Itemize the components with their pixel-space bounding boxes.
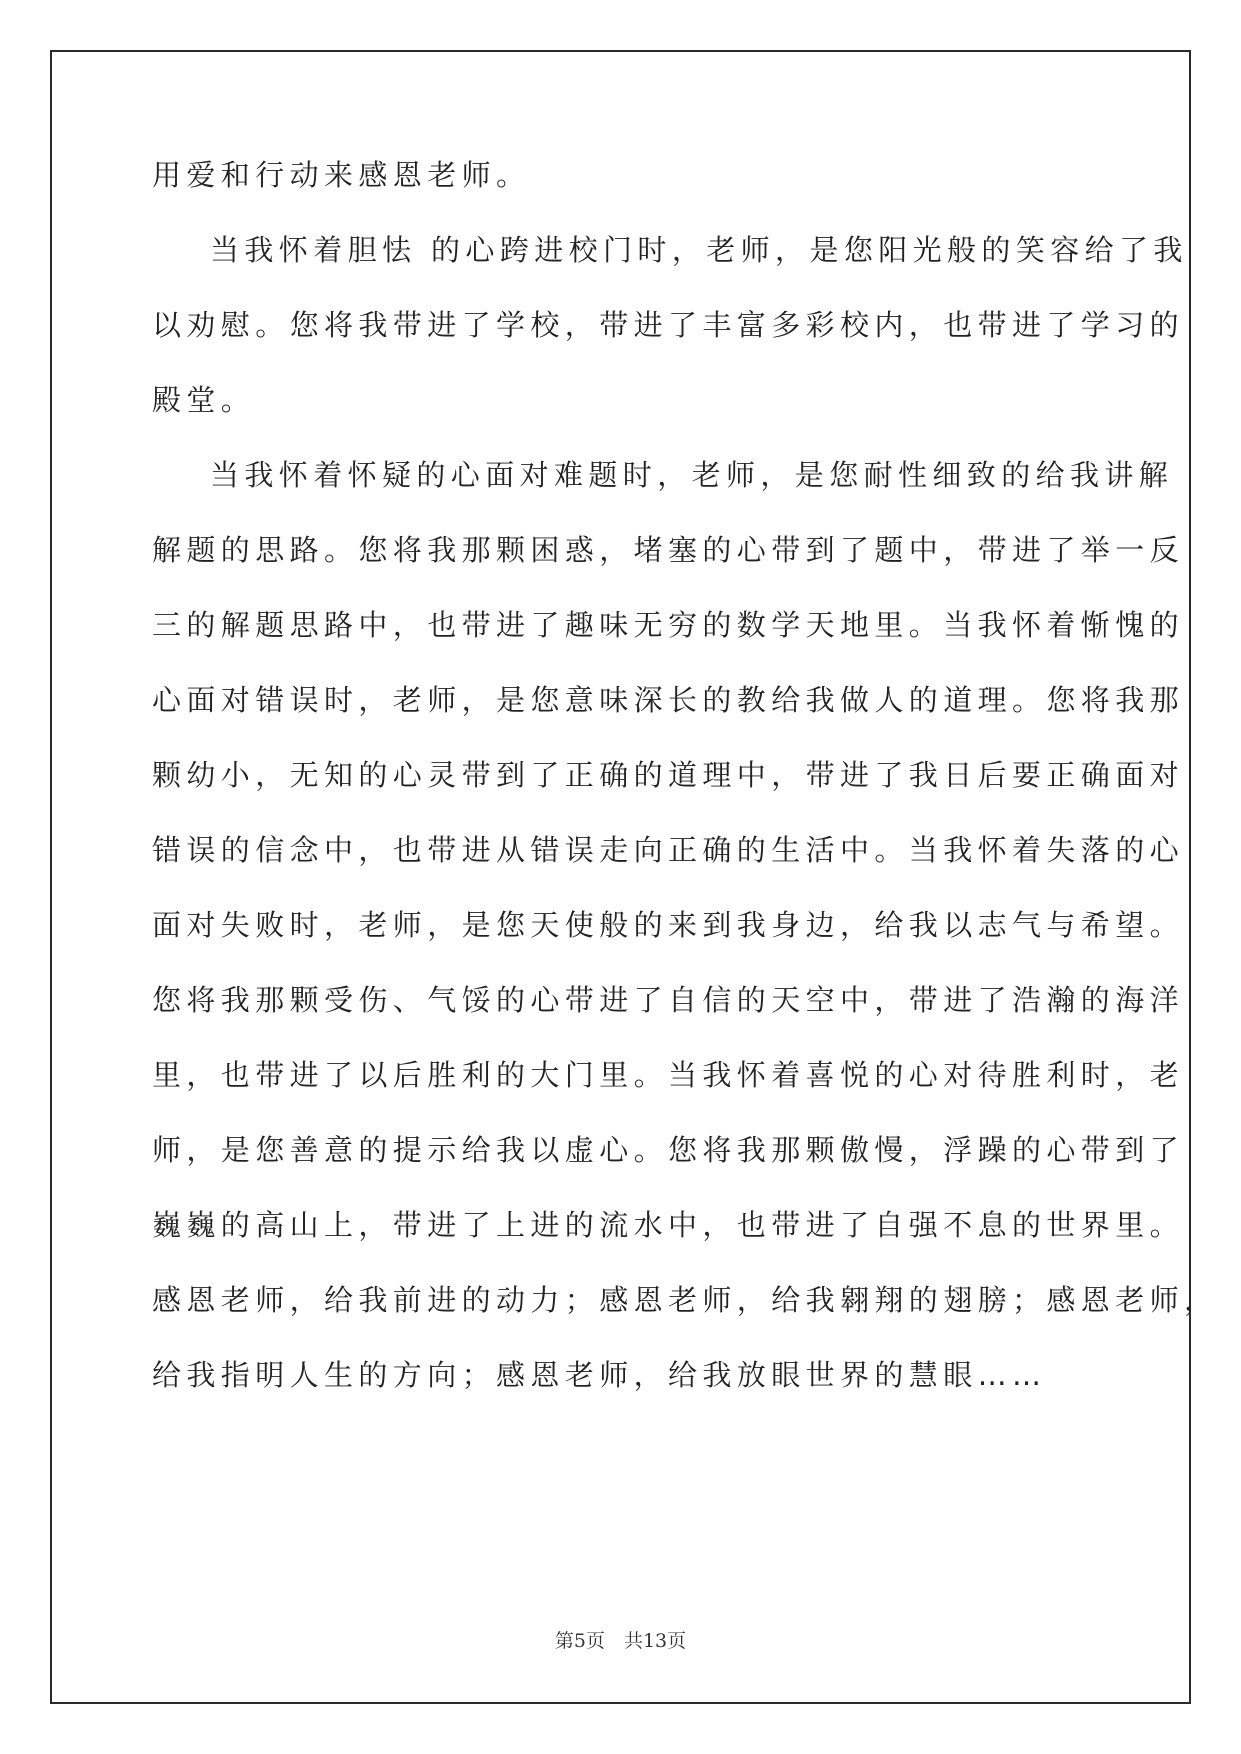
text-line: 以劝慰。您将我带进了学校，带进了丰富多彩校内，也带进了学习的 (152, 308, 1185, 342)
text-line: 用爱和行动来感恩老师。 (152, 158, 531, 192)
text-line: 感恩老师，给我前进的动力；感恩老师，给我翱翔的翅膀；感恩老师， (152, 1283, 1219, 1317)
text-line: 错误的信念中，也带进从错误走向正确的生活中。当我怀着失落的心 (152, 833, 1185, 867)
page-number: 第5页 共13页 (554, 1630, 687, 1652)
paragraph-start: 当我怀着胆怯 的心跨进校门时，老师，是您阳光般的笑容给了我 (210, 233, 1188, 267)
text-line: 殿堂。 (152, 383, 256, 417)
text-line: 解题的思路。您将我那颗困惑，堵塞的心带到了题中，带进了举一反 (152, 533, 1185, 567)
text-line: 里，也带进了以后胜利的大门里。当我怀着喜悦的心对待胜利时，老 (152, 1058, 1185, 1092)
text-line: 心面对错误时，老师，是您意味深长的教给我做人的道理。您将我那 (152, 683, 1185, 717)
text-line: 颗幼小，无知的心灵带到了正确的道理中，带进了我日后要正确面对 (152, 758, 1185, 792)
text-line: 三的解题思路中，也带进了趣味无穷的数学天地里。当我怀着惭愧的 (152, 608, 1185, 642)
page-border (50, 50, 1191, 1704)
text-line: 您将我那颗受伤、气馁的心带进了自信的天空中，带进了浩瀚的海洋 (152, 983, 1185, 1017)
paragraph-start: 当我怀着怀疑的心面对难题时，老师，是您耐性细致的给我讲解 (210, 458, 1174, 492)
text-line: 师，是您善意的提示给我以虚心。您将我那颗傲慢，浮躁的心带到了 (152, 1133, 1185, 1167)
text-line: 面对失败时，老师，是您天使般的来到我身边，给我以志气与希望。 (152, 908, 1185, 942)
text-line: 给我指明人生的方向；感恩老师，给我放眼世界的慧眼…… (152, 1358, 1047, 1392)
text-line: 巍巍的高山上，带进了上进的流水中，也带进了自强不息的世界里。 (152, 1208, 1185, 1242)
